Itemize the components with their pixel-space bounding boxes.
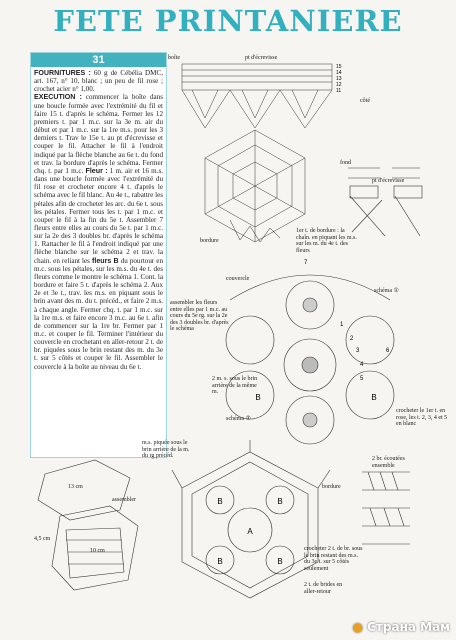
fournitures-label: FOURNITURES : bbox=[34, 69, 91, 77]
execution-label: EXECUTION : bbox=[34, 93, 82, 102]
label-fond: fond bbox=[340, 160, 351, 166]
label-bordure-2: bordure bbox=[322, 484, 341, 490]
label-note-chain: 1er t. de bordure : la chaîn. en piquant les m.s. sur les m. du 4e t. des fleurs bbox=[296, 228, 357, 254]
side-stitch-charts bbox=[362, 472, 410, 544]
watermark-brand: Страна Мам bbox=[367, 620, 450, 634]
petal-letter: B bbox=[371, 393, 377, 402]
label-pt-ecrevisse-2: pt d'écrevisse bbox=[372, 178, 405, 184]
label-assembler-fleurs: assembler les fleurs entre elles par 1 m.c. au cours du 5e rg. sur la 2e des 3 doubles br. d'après le schéma bbox=[170, 300, 229, 332]
flower-number: 2 bbox=[350, 336, 354, 342]
flower-number: 7 bbox=[304, 260, 308, 266]
execution-text-2: 1 m. air et 16 m.s. dans une boucle formée avec l'extrémité du fil rose et crocheter encore 4 t. d'après le schéma avec le fil blanc. Au 4e t., rabattre les pétales afin de crocheter les arc. du 6e t. sous les pétales. Fermer tous les t. par 1 m.c. et couper le fil à la fin du 5e t. Assembler 7 fleurs entre elles au cours du 5e t. par 1 m.c. sur la 2e des 3 doubles br. d'après le schéma 1. Rattacher le fil à l'endroit indiqué par une flèche blanche sur le schéma 2 et trav. la chain. en reliant les bbox=[34, 166, 164, 265]
label-pt-ecrevisse: pt d'écrevisse bbox=[245, 55, 278, 61]
flower-number: 4 bbox=[360, 362, 364, 368]
fournitures-text: 60 g de Cébélia DMC, art. 167, n° 10, blanc ; un peu de fil rose ; crochet acier n° 1,00. bbox=[34, 69, 163, 94]
petal-letter: A bbox=[247, 527, 253, 536]
label-deux-br: 2 br. écoutées ensemble bbox=[372, 456, 405, 469]
page-title: FETE PRINTANIERE bbox=[53, 4, 403, 38]
row-number: 12 bbox=[336, 82, 342, 88]
flower-number: 1 bbox=[340, 322, 344, 328]
petal-letter: B bbox=[217, 497, 223, 506]
label-bordure: bordure bbox=[200, 238, 219, 244]
box-bottom-hexagon bbox=[205, 130, 305, 242]
label-dim-13: 13 cm bbox=[68, 484, 83, 490]
petal-letter: B bbox=[217, 557, 223, 566]
petal-letter: B bbox=[277, 557, 283, 566]
label-schema-2: schéma ② bbox=[226, 416, 251, 422]
row-number: 14 bbox=[336, 70, 342, 76]
lid-flowers bbox=[226, 275, 394, 444]
label-cote: côté bbox=[360, 98, 370, 104]
flower-number: 5 bbox=[360, 376, 364, 382]
label-schema-1: schéma ① bbox=[374, 288, 399, 294]
label-two-ms: 2 m. s. sous le brin arrière de la même m. bbox=[212, 376, 258, 395]
label-boite: boîte bbox=[168, 55, 180, 61]
fleur-label: Fleur : bbox=[85, 166, 108, 175]
box-side-diagram bbox=[182, 64, 332, 128]
page-number: 31 bbox=[31, 53, 166, 67]
execution-text-3: du pourtour en m.c. sous les pétales, sur les m.s. du 4e t. des fleurs comme le montre le schéma 1. Cont. la bordure et faire 5 t. d'après le schéma 2. Aux 2e et 3e t., trav. les m.s. en piquant sous le brin avant des m. du t. précéd., et faire 2 m.s. à chaque angle. Fermer chq. t. par 1 m.c. sur la 1re m.s. et faire encore 3 m.c. au 6e t. afin de commencer sur la 1re br. Fermer par 1 m.c. et couper le fil. Terminer l'intérieur du couvercle en crochetant en aller-retour 2 t. de br. piquées sous le brin restant des m. du 3e t. sur 5 côtés et couper le fil. Assembler le couvercle à la boîte au niveau du 6e t. bbox=[34, 256, 163, 371]
flower-number: 3 bbox=[356, 348, 360, 354]
petal-letter: B bbox=[255, 393, 261, 402]
row-number: 13 bbox=[336, 76, 342, 82]
label-couvercle: couvercle bbox=[226, 276, 250, 282]
label-deux-t: 2 t. de brides en aller-retour bbox=[304, 582, 343, 595]
lid-sketch bbox=[38, 460, 138, 590]
watermark: ● Страна Мам bbox=[352, 620, 450, 634]
execution-text-1: commencer la boîte dans une boucle formée avec l'extrémité du fil et faire 15 t. d'après le schéma. Fermer les 12 premiers t. par 1 m.c. sur la 3e m. air du début et par 1 m.c. sur la 1re m.s. pour les 3 derniers t. Trav le 15e t. au pt d'écrevisse et couper le fil. Attacher le fil à l'endroit indiqué par la flèche blanche au 6e t. du fond et trav. la bordure d'après le schéma. Fermer chq. t. par 1 m.c. bbox=[34, 93, 163, 175]
label-crocheter-2t: crocheter 2 t. de br. sous le brin restant des m.s. du 3e t. sur 5 côtés seulement bbox=[304, 546, 363, 572]
fleurs-b-label: fleurs B bbox=[91, 256, 119, 265]
row-number: 15 bbox=[336, 64, 342, 70]
petal-letter: B bbox=[277, 497, 283, 506]
label-ms-piquee: m.s. piquée sous le brin arrière de la m. du rg précéd. bbox=[142, 440, 190, 459]
label-dim-45: 4,5 cm bbox=[34, 536, 51, 542]
label-crocheter-1er: crocheter le 1er t. en rose, les t. 2, 3, 4 et 5 en blanc bbox=[396, 408, 448, 427]
label-dim-10: 10 cm bbox=[90, 548, 105, 554]
label-assembler: assembler bbox=[112, 497, 136, 503]
flower-number: 6 bbox=[386, 348, 390, 354]
lid-hexagon bbox=[172, 440, 330, 598]
row-number: 11 bbox=[336, 88, 342, 94]
